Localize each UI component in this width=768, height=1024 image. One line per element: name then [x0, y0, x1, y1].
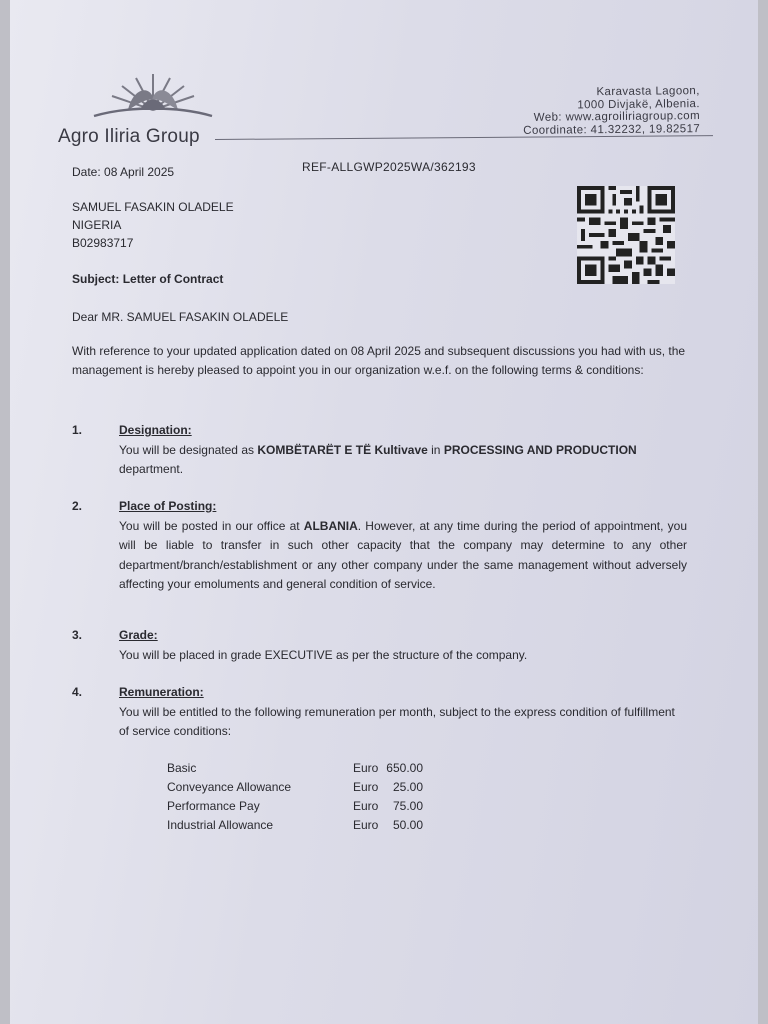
section-title: Grade:	[119, 628, 158, 642]
section-text: You will be designated as KOMBËTARËT E TË Kultivave in PROCESSING AND PRODUCTION department.	[119, 442, 637, 476]
section-number: 4.	[72, 685, 83, 699]
section-text: You will be entitled to the following remuneration per month, subject to the express condition of fulfillment of service conditions:	[119, 704, 675, 738]
letter-date: Date: 08 April 2025	[72, 165, 175, 179]
pay-currency: Euro	[353, 760, 379, 775]
designation-title: KOMBËTARËT E TË Kultivave	[257, 442, 428, 457]
recipient-block	[72, 198, 234, 252]
address-line: Karavasta Lagoon,	[596, 85, 700, 99]
table-row	[167, 777, 423, 796]
salutation: Dear MR. SAMUEL FASAKIN OLADELE	[72, 310, 289, 324]
pay-amount: 650.00	[386, 760, 423, 775]
section-grade	[72, 626, 687, 665]
intro-paragraph: With reference to your updated application dated on 08 April 2025 and subsequent discussions you had with us, the management is hereby pleased to appoint you in our organization w.e.f. on the following terms & conditions:	[72, 344, 686, 377]
section-title: Remuneration:	[119, 685, 204, 699]
company-name: Agro Iliria Group	[58, 126, 200, 147]
pay-label: Basic	[167, 760, 197, 775]
section-remuneration	[72, 683, 687, 742]
pay-label: Performance Pay	[167, 798, 260, 813]
subject-line	[72, 272, 223, 286]
posting-location: ALBANIA	[303, 518, 358, 533]
pay-amount: 25.00	[392, 779, 423, 794]
pay-currency: Euro	[353, 779, 379, 794]
remuneration-table	[167, 758, 423, 834]
pay-currency: Euro	[353, 798, 379, 813]
reference-number: REF-ALLGWP2025WA/362193	[302, 160, 476, 174]
section-number: 3.	[72, 628, 83, 642]
section-text: You will be posted in our office at ALBANIA. However, at any time during the period of appointment, you will be liable to transfer in such other capacity that the company may determine to any other department/branch/establishment or any other company under the same management without adversely affecting your emoluments and general condition of service.	[119, 518, 687, 591]
recipient-country: NIGERIA	[72, 218, 122, 232]
address-line: 1000 Divjakë, Albenia.	[577, 97, 700, 111]
table-row	[167, 796, 423, 815]
pay-currency: Euro	[353, 817, 379, 832]
qr-code-icon	[573, 186, 679, 284]
section-number: 2.	[72, 499, 83, 513]
table-row	[167, 758, 423, 777]
website-line: Web: www.agroiliriagroup.com	[533, 110, 701, 124]
coordinate-line: Coordinate: 41.32232, 19.82517	[523, 122, 701, 137]
header-divider	[215, 135, 713, 140]
letter-page	[10, 0, 758, 1024]
section-designation	[72, 421, 687, 480]
section-place-of-posting	[72, 497, 687, 595]
pay-label: Industrial Allowance	[167, 817, 274, 832]
company-address	[523, 85, 700, 137]
subject-label: Subject:	[72, 272, 120, 286]
recipient-id: B02983717	[72, 236, 134, 250]
pay-amount: 50.00	[392, 817, 423, 832]
pay-label: Conveyance Allowance	[167, 779, 292, 794]
leaf-sun-icon	[88, 70, 218, 122]
section-text: You will be placed in grade EXECUTIVE as per the structure of the company.	[119, 647, 528, 662]
section-number: 1.	[72, 423, 83, 437]
pay-amount: 75.00	[392, 798, 423, 813]
table-row	[167, 815, 423, 834]
section-title: Place of Posting:	[119, 499, 217, 513]
recipient-name: SAMUEL FASAKIN OLADELE	[72, 200, 234, 214]
section-title: Designation:	[119, 423, 192, 437]
department-name: PROCESSING AND PRODUCTION	[443, 442, 637, 457]
subject-text: Letter of Contract	[122, 272, 224, 286]
